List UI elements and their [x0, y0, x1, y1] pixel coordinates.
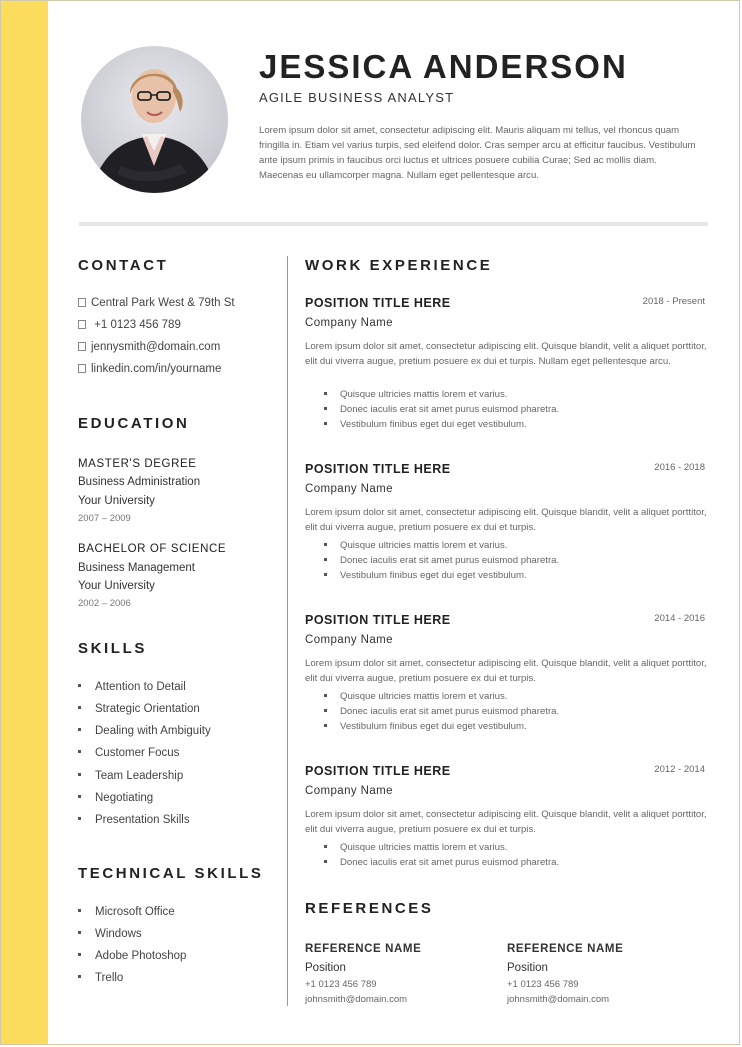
header-divider: [79, 222, 708, 226]
education-school: Your University: [78, 580, 155, 592]
bullet-icon: [324, 422, 327, 425]
bullet-icon: [78, 750, 81, 753]
bullet-icon: [78, 706, 81, 709]
job-dates: 2014 - 2016: [654, 613, 705, 624]
job-description: Lorem ipsum dolor sit amet, consectetur adipiscing elit. Quisque blandit, velit a aliquet porttitor, elit dui viverra augue, pretium posuere ex dui et turpis. Nullam eget pellentesque arcu.: [305, 341, 707, 367]
job-bullet: Quisque ultricies mattis lorem et varius.: [324, 540, 507, 551]
job-title: POSITION TITLE HERE: [305, 764, 451, 778]
work-experience-heading: WORK EXPERIENCE: [305, 257, 493, 274]
job-description: Lorem ipsum dolor sit amet, consectetur adipiscing elit. Quisque blandit, velit a aliquet porttitor, elit dui viverra augue, pretium posuere ex dui et turpis.: [305, 507, 707, 533]
contact-linkedin[interactable]: linkedin.com/in/yourname: [78, 363, 221, 375]
job-bullet: Vestibulum finibus eget dui eget vestibulum.: [324, 570, 527, 581]
bullet-icon: [324, 407, 327, 410]
bullet-icon: [78, 953, 81, 956]
education-years: 2002 – 2006: [78, 598, 131, 609]
skill-item: Presentation Skills: [78, 814, 190, 826]
job-dates: 2018 - Present: [642, 296, 705, 307]
job-dates: 2016 - 2018: [654, 462, 705, 473]
contact-email[interactable]: jennysmith@domain.com: [78, 341, 220, 353]
technical-skills-heading: TECHNICAL SKILLS: [78, 865, 264, 882]
bullet-icon: [78, 931, 81, 934]
bullet-icon: [324, 724, 327, 727]
email-icon: [78, 342, 86, 351]
bullet-icon: [78, 795, 81, 798]
education-heading: EDUCATION: [78, 415, 190, 432]
job-bullet: Donec iaculis erat sit amet purus euismod pharetra.: [324, 404, 559, 415]
bullet-icon: [324, 543, 327, 546]
job-bullet: Quisque ultricies mattis lorem et varius.: [324, 691, 507, 702]
skill-item: Negotiating: [78, 792, 153, 804]
candidate-name: JESSICA ANDERSON: [259, 48, 628, 85]
contact-phone: +1 0123 456 789: [78, 319, 181, 331]
bullet-icon: [324, 694, 327, 697]
job-description: Lorem ipsum dolor sit amet, consectetur adipiscing elit. Quisque blandit, velit a aliquet porttitor, elit dui viverra augue, pretium posuere ex dui et turpis.: [305, 809, 707, 835]
job-dates: 2012 - 2014: [654, 764, 705, 775]
job-title: POSITION TITLE HERE: [305, 462, 451, 476]
job-description: Lorem ipsum dolor sit amet, consectetur adipiscing elit. Quisque blandit, velit a aliquet porttitor, elit dui viverra augue, pretium posuere ex dui et turpis.: [305, 658, 707, 684]
job-company: Company Name: [305, 634, 393, 646]
linkedin-icon: [78, 364, 86, 373]
reference-name: REFERENCE NAME: [305, 943, 422, 955]
profile-photo-illustration: [81, 46, 228, 193]
technical-skill-item: Windows: [78, 928, 142, 940]
job-bullet: Donec iaculis erat sit amet purus euismod pharetra.: [324, 555, 559, 566]
column-divider: [287, 256, 288, 1006]
skill-item: Customer Focus: [78, 747, 179, 759]
bullet-icon: [324, 860, 327, 863]
reference-position: Position: [305, 962, 346, 974]
bullet-icon: [78, 684, 81, 687]
job-company: Company Name: [305, 785, 393, 797]
job-bullet: Donec iaculis erat sit amet purus euismod pharetra.: [324, 706, 559, 717]
skill-item: Attention to Detail: [78, 681, 186, 693]
bullet-icon: [324, 573, 327, 576]
technical-skill-item: Adobe Photoshop: [78, 950, 186, 962]
bullet-icon: [324, 558, 327, 561]
bullet-icon: [78, 909, 81, 912]
candidate-role: AGILE BUSINESS ANALYST: [259, 90, 455, 105]
phone-icon: [78, 320, 86, 329]
skill-item: Strategic Orientation: [78, 703, 200, 715]
accent-bar: [1, 1, 48, 1044]
bullet-icon: [78, 817, 81, 820]
reference-phone: +1 0123 456 789: [305, 979, 377, 990]
reference-position: Position: [507, 962, 548, 974]
job-bullet: Quisque ultricies mattis lorem et varius.: [324, 389, 507, 400]
contact-address: Central Park West & 79th St: [78, 297, 235, 309]
job-title: POSITION TITLE HERE: [305, 613, 451, 627]
job-title: POSITION TITLE HERE: [305, 296, 451, 310]
bullet-icon: [324, 709, 327, 712]
job-bullet: Donec iaculis erat sit amet purus euismod pharetra.: [324, 857, 559, 868]
job-company: Company Name: [305, 317, 393, 329]
reference-name: REFERENCE NAME: [507, 943, 624, 955]
education-field: Business Administration: [78, 476, 201, 488]
skills-heading: SKILLS: [78, 640, 147, 657]
education-years: 2007 – 2009: [78, 513, 131, 524]
bullet-icon: [78, 728, 81, 731]
reference-email[interactable]: johnsmith@domain.com: [305, 994, 408, 1005]
bullet-icon: [324, 845, 327, 848]
bullet-icon: [324, 392, 327, 395]
education-field: Business Management: [78, 562, 195, 574]
references-heading: REFERENCES: [305, 900, 434, 917]
education-degree: MASTER'S DEGREE: [78, 458, 197, 470]
technical-skill-item: Microsoft Office: [78, 906, 175, 918]
education-degree: BACHELOR OF SCIENCE: [78, 543, 227, 555]
bullet-icon: [78, 773, 81, 776]
job-company: Company Name: [305, 483, 393, 495]
job-bullet: Quisque ultricies mattis lorem et varius.: [324, 842, 507, 853]
bullet-icon: [78, 975, 81, 978]
job-bullet: Vestibulum finibus eget dui eget vestibulum.: [324, 721, 527, 732]
technical-skill-item: Trello: [78, 972, 123, 984]
reference-phone: +1 0123 456 789: [507, 979, 579, 990]
reference-email[interactable]: johnsmith@domain.com: [507, 994, 610, 1005]
skill-item: Dealing with Ambiguity: [78, 725, 211, 737]
contact-heading: CONTACT: [78, 257, 169, 274]
skill-item: Team Leadership: [78, 770, 183, 782]
job-bullet: Vestibulum finibus eget dui eget vestibulum.: [324, 419, 527, 430]
profile-summary: Lorem ipsum dolor sit amet, consectetur adipiscing elit. Mauris aliquam mi tellus, vel rhoncus quam fringilla in. Etiam vel varius turpis, sed eleifend dolor. Cras semper arcu at efficitur faucibus. Vestibulum ante ipsum primis in faucibus orci luctus et ultrices posuere cubilia Curae; Sed ac mollis diam. Maecenas eu ullamcorper magna. Nullam eget pellentesque arcu.: [259, 125, 696, 181]
education-school: Your University: [78, 495, 155, 507]
profile-photo: [81, 46, 228, 193]
location-icon: [78, 298, 86, 307]
